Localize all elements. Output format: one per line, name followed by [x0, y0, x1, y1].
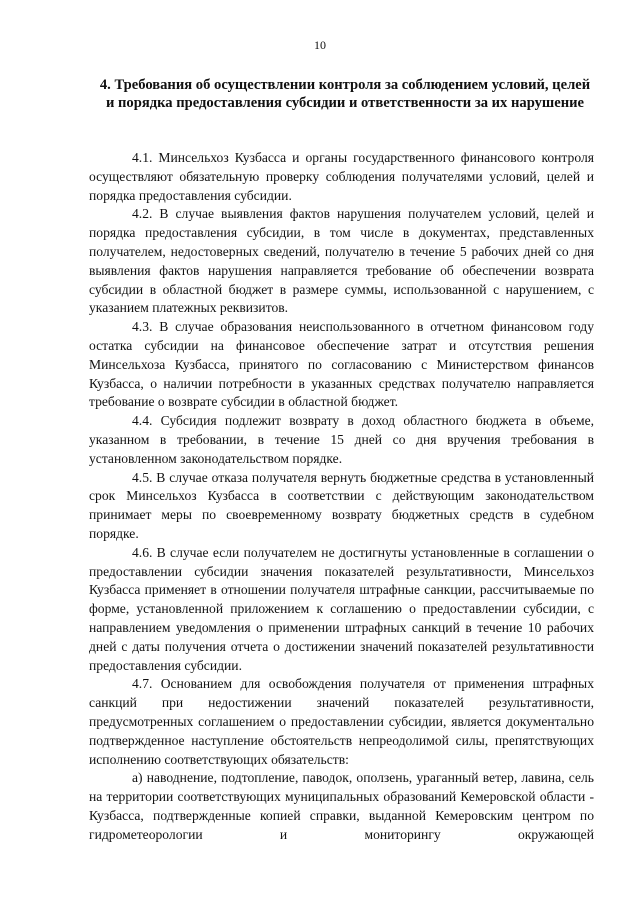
paragraph-4-7-a: а) наводнение, подтопление, паводок, оползень, ураганный ветер, лавина, сель на территории соответствующих муниципальных образований Кемеровской области - Кузбасса, подтвержденные копией справки, выданной Кемеровским центром по гидрометеорологии и мониторингу окружающей — [89, 770, 594, 842]
paragraph-4-1: 4.1. Минсельхоз Кузбасса и органы государственного финансового контроля осуществляют обязательную проверку соблюдения получателями условий, целей и порядка предоставления субсидии. — [89, 150, 594, 203]
document-body — [89, 149, 594, 844]
paragraph-4-4: 4.4. Субсидия подлежит возврату в доход областного бюджета в объеме, указанном в требовании, в течение 15 дней со дня вручения требования в установленном законодательством порядке. — [89, 413, 594, 466]
paragraph-4-2: 4.2. В случае выявления фактов нарушения получателем условий, целей и порядка предоставления субсидии, в том числе в документах, представленных получателем, недостоверных сведений, получателю в течение 5 рабочих дней со дня выявления фактов нарушения направляется требование об обеспечении возврата субсидии в областной бюджет в размере суммы, использованной с нарушением, с указанием платежных реквизитов. — [89, 206, 594, 316]
page-number: 10 — [314, 38, 326, 52]
paragraph-4-6: 4.6. В случае если получателем не достигнуты установленные в соглашении о предоставлении субсидии значения показателей результативности, Минсельхоз Кузбасса применяет в отношении получателя штрафные санкции, рассчитываемые по форме, установленной приложением к соглашению о предоставлении субсидии, с направлением уведомления о применении штрафных санкций в течение 10 рабочих дней с даты получения отчета о достижении значений показателей результативности предоставления субсидии. — [89, 544, 594, 673]
section-heading: 4. Требования об осуществлении контроля за соблюдением условий, целей и порядка предоставления субсидии и ответственности за их нарушение — [99, 77, 591, 112]
paragraph-4-7: 4.7. Основанием для освобождения получателя от применения штрафных санкций при недостижении значений показателей результативности, предусмотренных соглашением о предоставлении субсидии, является документально подтвержденное наступление обстоятельств непреодолимой силы, препятствующих исполнению соответствующих обязательств: — [89, 676, 594, 767]
paragraph-4-5: 4.5. В случае отказа получателя вернуть бюджетные средства в установленный срок Минсельхоз Кузбасса в соответствии с действующим законодательством принимает меры по своевременному возврату бюджетных средств в судебном порядке. — [89, 469, 594, 541]
paragraph-4-3: 4.3. В случае образования неиспользованного в отчетном финансовом году остатка субсидии на финансовое обеспечение затрат и отсутствия решения Минсельхоза Кузбасса, принятого по согласованию с Министерством финансов Кузбасса, о наличии потребности в указанных средствах получателю направляется требование о возврате субсидии в областной бюджет. — [89, 319, 594, 410]
